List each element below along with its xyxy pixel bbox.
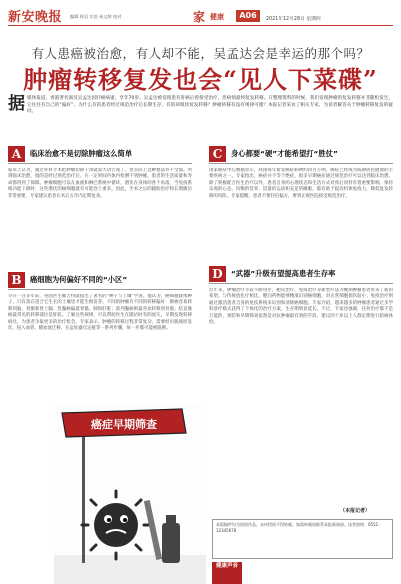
cancer-cell-icon: [82, 491, 150, 559]
section-b-rule: [8, 289, 192, 290]
kicker-title: 有人患癌被治愈，有人却不能，吴孟达会是幸运的那个吗？: [31, 46, 370, 61]
article-byline: （本报记者）: [340, 508, 371, 514]
banner-text: 癌症早期筛查: [91, 418, 157, 431]
section-c-body: 国家癌症中心数据显示，我国每年新发癌症病例约四百万例，癌症已经成为威胁居民健康的主要疾病之一。专家指出，癌症并不等于绝症，很多早期癌症通过规范治疗可以达到临床治愈。除了积极配合医生治疗以外，患者自身的心理状态和生活方式对预后同样有着重要影响。保持乐观的心态、均衡的营养、适量的运动和充足的睡眠，都有助于提高机体免疫力，降低复发转移的风险。专家提醒，患者不要轻信偏方，要到正规医院接受规范治疗。: [209, 168, 393, 199]
section-subname: 健康: [210, 13, 224, 21]
section-a-body: 临床上认为，通过外科手术把肿瘤切除干净就算大功告成了。但实际上这种想法并不全面。所谓临床治愈，指的是经过规范治疗后，在一定时间内体内检测不到肿瘤，患者的生活质量和寿命都得到了保障。肿瘤细胞可以在血液和淋巴系统中循环，潜伏在身体的各个角落，当免疫系统功能下降时，这些潜伏的癌细胞就有可能卷土重来。因此，手术之后的辅助治疗和长期随访非常重要，专家建议患者在术后五年内定期复查。: [8, 168, 192, 199]
section-d-rule: [209, 283, 393, 284]
section-a-heading: [8, 146, 192, 164]
section-b-title: 癌细胞为何偏好不同的“小区”: [30, 275, 128, 284]
page-number: A06: [236, 10, 260, 22]
section-c-title: 身心都要“硬”才能希望打“胜仗”: [231, 149, 338, 158]
section-c-heading: [209, 146, 393, 164]
issue-date: 2021年12月28日 星期四: [266, 17, 321, 22]
lead-paragraph: [8, 96, 393, 116]
section-b-heading: [8, 272, 192, 290]
section-d-heading: [209, 266, 393, 284]
drop-cap: 据: [8, 94, 25, 114]
section-d-title: “武器”升级有望提高患者生存率: [231, 269, 336, 278]
section-d-letter: D: [209, 266, 226, 282]
section-a-rule: [8, 163, 192, 164]
lead-text: 媒体报道，香港著名演员吴孟达因肝癌病逝，享年70岁。吴孟达被发现患有肝癌后曾接受治疗，但病情最终复发转移。在整理资料的时候，我们发现肿瘤的复发转移并非随机发生，它往往有自己的“偏好”。为什么有的患者经过规范治疗后长期生存，有的却很快复发转移？肿瘤转移有没有规律可循？本报记者采访了相关专家，为读者解答关于肿瘤转移复发的疑问。: [27, 96, 393, 115]
section-d-body: 近年来，肿瘤治疗手段不断进步，靶向治疗、免疫治疗等新型疗法为晚期肿瘤患者带来了新的希望。与传统放化疗相比，靶向药物能够精准识别癌细胞，对正常细胞损伤较小；免疫治疗则通过激活患者自身的免疫系统来识别和清除癌细胞。专家介绍，越来越多的肿瘤患者通过多学科诊疗模式获得了个体化的治疗方案，生存期明显延长。不过，专家也强调，任何治疗都不是万能的，预防和早期筛查依然是对抗肿瘤最有效的手段，建议四十岁以上人群定期进行防癌体检。: [209, 288, 393, 326]
editors-line: 编辑 崔羽 实验 孙文婷 校对: [70, 14, 122, 19]
section-a-letter: A: [8, 146, 25, 162]
section-a-title: 临床治愈不是切除肿瘤这么简单: [30, 149, 133, 158]
side-stamp: 健康声音: [212, 562, 242, 584]
section-b-body: 早在一百多年前，英国医生佩吉特就提出了著名的“种子与土壤”学说。他认为，癌细胞就像种子，只有落在适合它生长的土壤里才能生根发芽。不同的肿瘤有不同的转移偏好：肺癌容易转移到脑、骨骼和肾上腺；乳腺癌偏爱骨骼、肺和肝脏；前列腺癌则最喜欢转移到骨骼；结直肠癌最常见的转移部位是肝脏。了解这些规律，可以帮助医生在随访时有的放矢，早期发现转移病灶，为患者争取更多的治疗机会。专家表示，肿瘤的转移过程非常复杂，需要经历脱离原发灶、侵入血管、随血流迁移、在远处器官定植等一系列步骤，每一步都可能被阻断。: [8, 294, 192, 332]
headline: 肿瘤转移复发也会“见人下菜碟”: [23, 65, 378, 94]
section-name: 家: [193, 10, 206, 24]
reporter-note-box: 本版稿件均为原创作品，未经授权不得转载。如需转载请联系本报新闻部。读者热线：0551-12345678: [212, 519, 393, 559]
cancer-screening-illustration: [54, 405, 206, 584]
page-header: [8, 6, 393, 26]
section-c-rule: [209, 163, 393, 164]
illustration-svg: [54, 405, 206, 584]
newspaper-logo: 新安晚报: [8, 10, 63, 25]
section-c-letter: C: [209, 146, 226, 162]
section-b-letter: B: [8, 272, 25, 288]
